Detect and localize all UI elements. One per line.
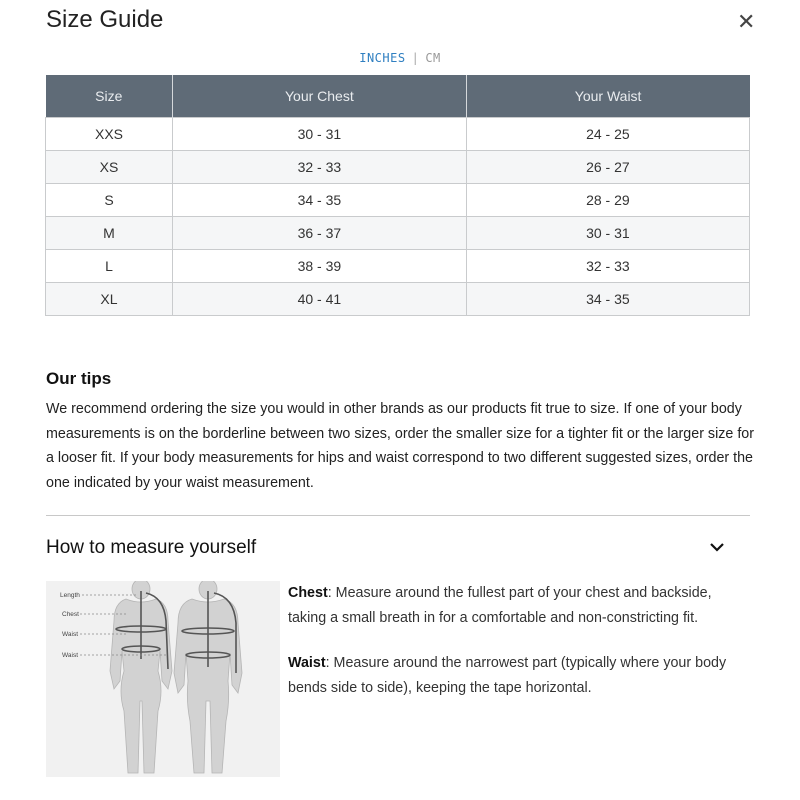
table-row: [46, 217, 750, 250]
table-row: [46, 250, 750, 283]
cell-chest: 38 - 39: [172, 250, 466, 283]
cell-size: L: [46, 250, 173, 283]
body-measurement-figure: [46, 581, 280, 777]
chevron-down-icon[interactable]: [708, 538, 726, 561]
size-table: [45, 75, 750, 316]
cell-chest: 40 - 41: [172, 283, 466, 316]
cell-chest: 30 - 31: [172, 118, 466, 151]
cell-size: XXS: [46, 118, 173, 151]
chest-text: : Measure around the fullest part of your chest and backside, taking a small breath in for a comfortable and non-constricting fit.: [288, 585, 712, 626]
chest-instruction: [288, 581, 748, 630]
unit-inches-tab[interactable]: INCHES: [359, 51, 406, 65]
section-divider: [46, 515, 750, 516]
table-row: [46, 283, 750, 316]
unit-toggle: [0, 51, 800, 65]
unit-cm-tab[interactable]: CM: [425, 51, 441, 65]
cell-waist: 30 - 31: [466, 217, 749, 250]
cell-chest: 34 - 35: [172, 184, 466, 217]
tips-heading: Our tips: [46, 369, 112, 388]
cell-waist: 26 - 27: [466, 151, 749, 184]
cell-size: S: [46, 184, 173, 217]
cell-size: M: [46, 217, 173, 250]
waist-text: : Measure around the narrowest part (typically where your body bends side to side), keeping the tape horizontal.: [288, 655, 727, 696]
cell-chest: 32 - 33: [172, 151, 466, 184]
cell-waist: 24 - 25: [466, 118, 749, 151]
page-title: Size Guide: [46, 6, 164, 33]
column-header-waist: Your Waist: [466, 75, 749, 118]
table-row: [46, 184, 750, 217]
table-row: [46, 118, 750, 151]
column-header-chest: Your Chest: [172, 75, 466, 118]
unit-separator: |: [411, 51, 420, 65]
table-row: [46, 151, 750, 184]
waist-label: Waist: [288, 655, 326, 671]
figure-label-hips: Waist: [62, 652, 79, 659]
chest-label: Chest: [288, 585, 328, 601]
cell-waist: 32 - 33: [466, 250, 749, 283]
cell-size: XL: [46, 283, 173, 316]
figure-label-chest: Chest: [62, 611, 79, 618]
figure-label-length: Length: [60, 592, 80, 599]
cell-chest: 36 - 37: [172, 217, 466, 250]
tips-body: We recommend ordering the size you would in other brands as our products fit true to size. If one of your body measurements is on the borderline between two sizes, order the smaller size for a tighter fit or the larger size for a looser fit. If your body measurements for hips and waist correspond to two different suggested sizes, order the one indicated by your waist measurement.: [46, 401, 755, 491]
cell-waist: 28 - 29: [466, 184, 749, 217]
close-icon[interactable]: ✕: [737, 9, 756, 34]
figure-label-waist: Waist: [62, 631, 79, 638]
cell-size: XS: [46, 151, 173, 184]
table-header-row: [46, 75, 750, 118]
waist-instruction: [288, 651, 748, 700]
column-header-size: Size: [46, 75, 173, 118]
measure-heading[interactable]: How to measure yourself: [46, 537, 257, 558]
cell-waist: 34 - 35: [466, 283, 749, 316]
